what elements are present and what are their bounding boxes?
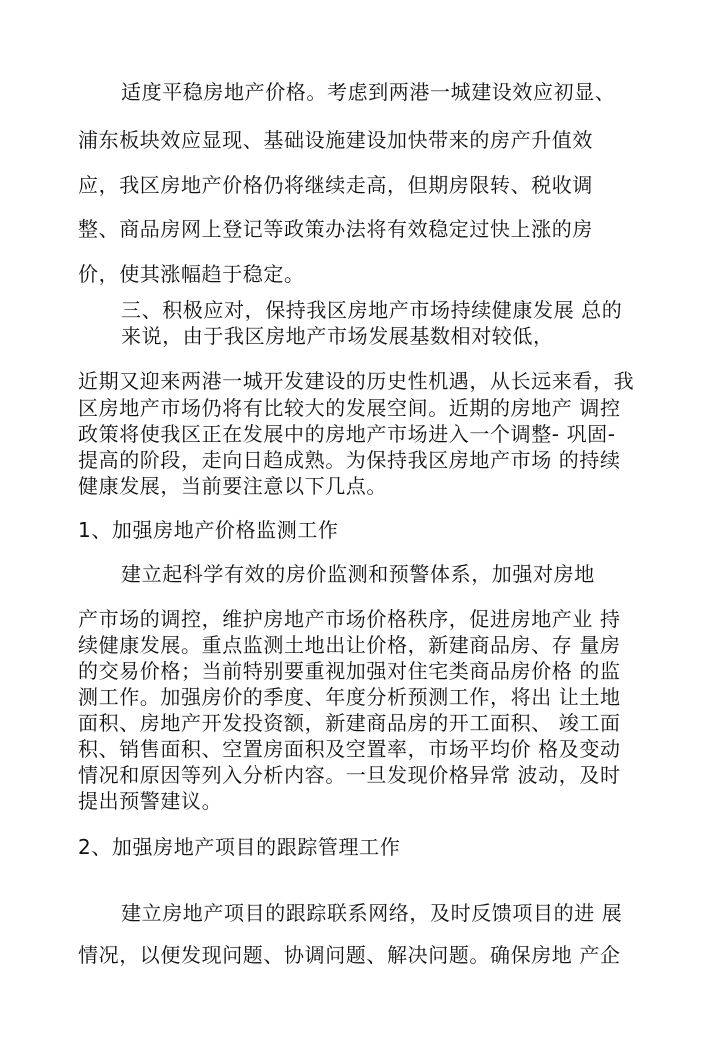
text-line: 区房地产市场仍将有比较大的发展空间。近期的房地产 调控: [78, 396, 621, 420]
text-line: 应，我区房地产价格仍将继续走高，但期房限转、税收调: [78, 173, 593, 197]
text-line: 情况和原因等列入分析内容。一旦发现价格异常 波动，及时: [78, 763, 621, 787]
text-line: 面积、房地产开发投资额，新建商品房的开工面积、 竣工面: [78, 711, 621, 735]
text-line: 产市场的调控，维护房地产市场价格秩序，促进房地产业 持: [78, 607, 621, 631]
text-line: 建立起科学有效的房价监测和预警体系，加强对房地: [121, 562, 595, 586]
text-line: 健康发展，当前要注意以下几点。: [78, 474, 387, 498]
text-line: 三、积极应对，保持我区房地产市场持续健康发展 总的: [121, 298, 623, 322]
text-line: 提高的阶段，走向日趋成熟。为保持我区房地产市场 的持续: [78, 448, 621, 472]
text-line: 来说，由于我区房地产市场发展基数相对较低，: [121, 324, 554, 348]
text-line: 测工作。加强房价的季度、年度分析预测工作，将出 让土地: [78, 685, 621, 709]
text-line: 价，使其涨幅趋于稳定。: [78, 262, 305, 286]
text-line: 政策将使我区正在发展中的房地产市场进入一个调整- 巩固-: [78, 422, 616, 446]
text-line: 情况，以便发现问题、协调问题、解决问题。确保房地 产企: [78, 943, 621, 967]
heading-price-monitoring: 1、加强房地产价格监测工作: [78, 518, 339, 542]
text-line: 整、商品房网上登记等政策办法将有效稳定过快上涨的房: [78, 217, 593, 241]
text-line: 积、销售面积、空置房面积及空置率，市场平均价 格及变动: [78, 737, 621, 761]
text-line: 建立房地产项目的跟踪联系网络，及时反馈项目的进 展: [121, 901, 623, 925]
text-line: 提出预警建议。: [78, 789, 223, 813]
text-line: 续健康发展。重点监测土地出让价格，新建商品房、存 量房: [78, 633, 621, 657]
heading-project-tracking: 2、加强房地产项目的跟踪管理工作: [78, 835, 401, 859]
text-line: 浦东板块效应显现、基础设施建设加快带来的房产升值效: [78, 128, 593, 152]
text-line: 近期又迎来两港一城开发建设的历史性机遇，从长远来看，我: [78, 369, 635, 393]
text-line: 的交易价格；当前特别要重视加强对住宅类商品房价格 的监: [78, 659, 621, 683]
text-line: 适度平稳房地产价格。考虑到两港一城建设效应初显、: [121, 80, 616, 104]
